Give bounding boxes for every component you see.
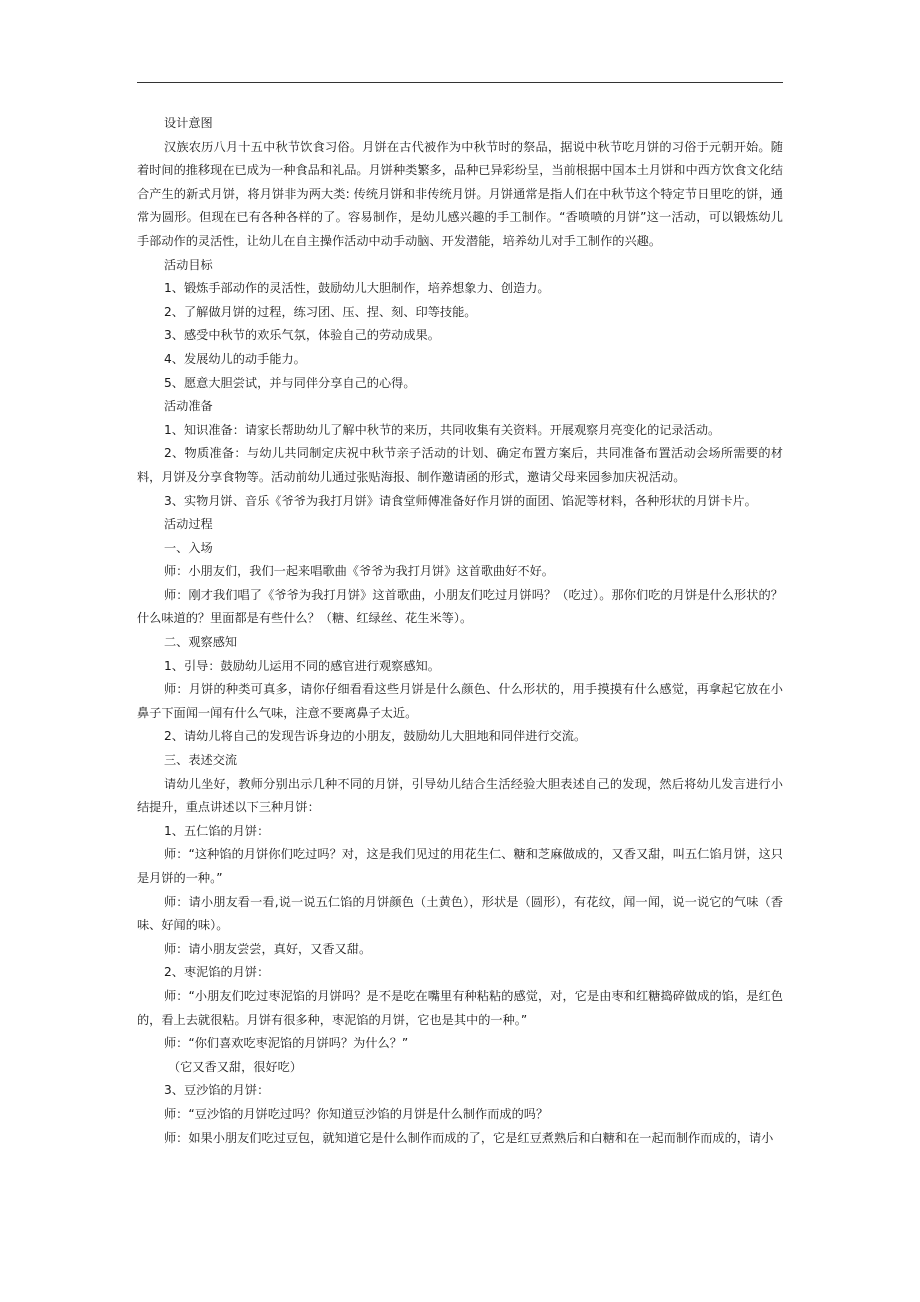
paragraph: 师：“豆沙馅的月饼吃过吗？你知道豆沙馅的月饼是什么制作而成的吗？ — [164, 1106, 549, 1121]
paragraph: 4、发展幼儿的动手能力。 — [164, 351, 306, 366]
paragraph: 师：请小朋友尝尝，真好，又香又甜。 — [164, 941, 372, 956]
paragraph: 请幼儿坐好，教师分别出示几种不同的月饼，引导幼儿结合生活经验大胆表述自己的发现，然后将幼儿发言进行小结提升，重点讲述以下三种月饼： — [137, 776, 783, 815]
paragraph: 师：“小朋友们吃过枣泥馅的月饼吗？是不是吃在嘴里有种粘粘的感觉，对，它是由枣和红糖捣碎做成的馅，是红色的，看上去就很粘。月饼有很多种，枣泥馅的月饼，它也是其中的一种。” — [137, 988, 783, 1027]
paragraph: 设计意图 — [164, 116, 213, 130]
paragraph: 5、愿意大胆尝试，并与同伴分享自己的心得。 — [164, 375, 416, 390]
paragraph: （它又香又甜，很好吃） — [168, 1059, 303, 1074]
paragraph: 一、入场 — [164, 540, 213, 555]
paragraph: 2、请幼儿将自己的发现告诉身边的小朋友，鼓励幼儿大胆地和同伴进行交流。 — [164, 729, 587, 744]
paragraph: 3、豆沙馅的月饼： — [164, 1083, 270, 1098]
paragraph: 1、五仁馅的月饼： — [164, 823, 270, 838]
document-body — [137, 112, 783, 1150]
header-rule — [137, 82, 783, 83]
paragraph: 师：“你们喜欢吃枣泥馅的月饼吗？为什么？” — [164, 1036, 409, 1051]
paragraph: 活动准备 — [164, 399, 213, 414]
paragraph: 活动目标 — [164, 257, 213, 272]
paragraph: 2、物质准备：与幼儿共同制定庆祝中秋节亲子活动的计划、确定布置方案后，共同准备布置活动会场所需要的材料，月饼及分享食物等。活动前幼儿通过张贴海报、制作邀请函的形式，邀请父母来园参加庆祝活动。 — [137, 446, 783, 484]
paragraph: 1、知识准备：请家长帮助幼儿了解中秋节的来历，共同收集有关资料。开展观察月亮变化的记录活动。 — [164, 422, 721, 437]
paragraph: 师：刚才我们唱了《爷爷为我打月饼》这首歌曲，小朋友们吃过月饼吗？（吃过）。那你们吃的月饼是什么形状的？什么味道的？里面都是有些什么？（糖、红绿丝、花生米等）。 — [137, 587, 783, 626]
paragraph: 1、锻炼手部动作的灵活性，鼓励幼儿大胆制作，培养想象力、创造力。 — [164, 281, 550, 296]
paragraph: 三、表述交流 — [164, 753, 238, 768]
paragraph: 师：小朋友们，我们一起来唱歌曲《爷爷为我打月饼》这首歌曲好不好。 — [164, 564, 554, 579]
paragraph: 二、观察感知 — [164, 635, 238, 650]
paragraph: 活动过程 — [164, 517, 213, 532]
paragraph: 2、了解做月饼的过程，练习团、压、捏、刻、印等技能。 — [164, 304, 477, 319]
paragraph: 师：如果小朋友们吃过豆包，就知道它是什么制作而成的了，它是红豆煮熟后和白糖和在一起而制作而成的，请小 — [164, 1130, 774, 1145]
paragraph: 3、实物月饼、音乐《爷爷为我打月饼》请食堂师傅准备好作月饼的面团、馅泥等材料，各种形状的月饼卡片。 — [164, 493, 757, 508]
paragraph: 师：请小朋友看一看,说一说五仁馅的月饼颜色（土黄色），形状是（圆形），有花纹，闻一闻，说一说它的气味（香味、好闻的味）。 — [137, 894, 783, 933]
paragraph: 师：“这种馅的月饼你们吃过吗？对，这是我们见过的用花生仁、糖和芝麻做成的，又香又甜，叫五仁馅月饼，这只是月饼的一种。” — [137, 847, 783, 885]
paragraph: 汉族农历八月十五中秋节饮食习俗。月饼在古代被作为中秋节时的祭品，据说中秋节吃月饼的习俗于元朝开始。随着时间的推移现在已成为一种食品和礼品。月饼种类繁多，品种已异彩纷呈，当前根据中国本土月饼和中西方饮食文化结合产生的新式月饼，将月饼非为两大类: 传统月饼和非传统月饼。月饼通常是指人们在中秋节这个特定节日里吃的饼，通常为圆形。但现在已有各种各样的了。容易制作，是幼儿感兴趣的手工制作。“香喷喷的月饼”这一活动，可以锻炼幼儿手部动作的灵活性，让幼儿在自主操作活动中动手动脑、开发潜能，培养幼儿对手工制作的兴趣。 — [137, 139, 783, 248]
paragraph: 1、引导：鼓励幼儿运用不同的感官进行观察感知。 — [164, 658, 440, 673]
paragraph: 3、感受中秋节的欢乐气氛，体验自己的劳动成果。 — [164, 328, 440, 343]
paragraph: 2、枣泥馅的月饼： — [164, 965, 270, 980]
paragraph: 师：月饼的种类可真多，请你仔细看看这些月饼是什么颜色、什么形状的，用手摸摸有什么感觉，再拿起它放在小鼻子下面闻一闻有什么气味，注意不要离鼻子太近。 — [137, 682, 783, 720]
